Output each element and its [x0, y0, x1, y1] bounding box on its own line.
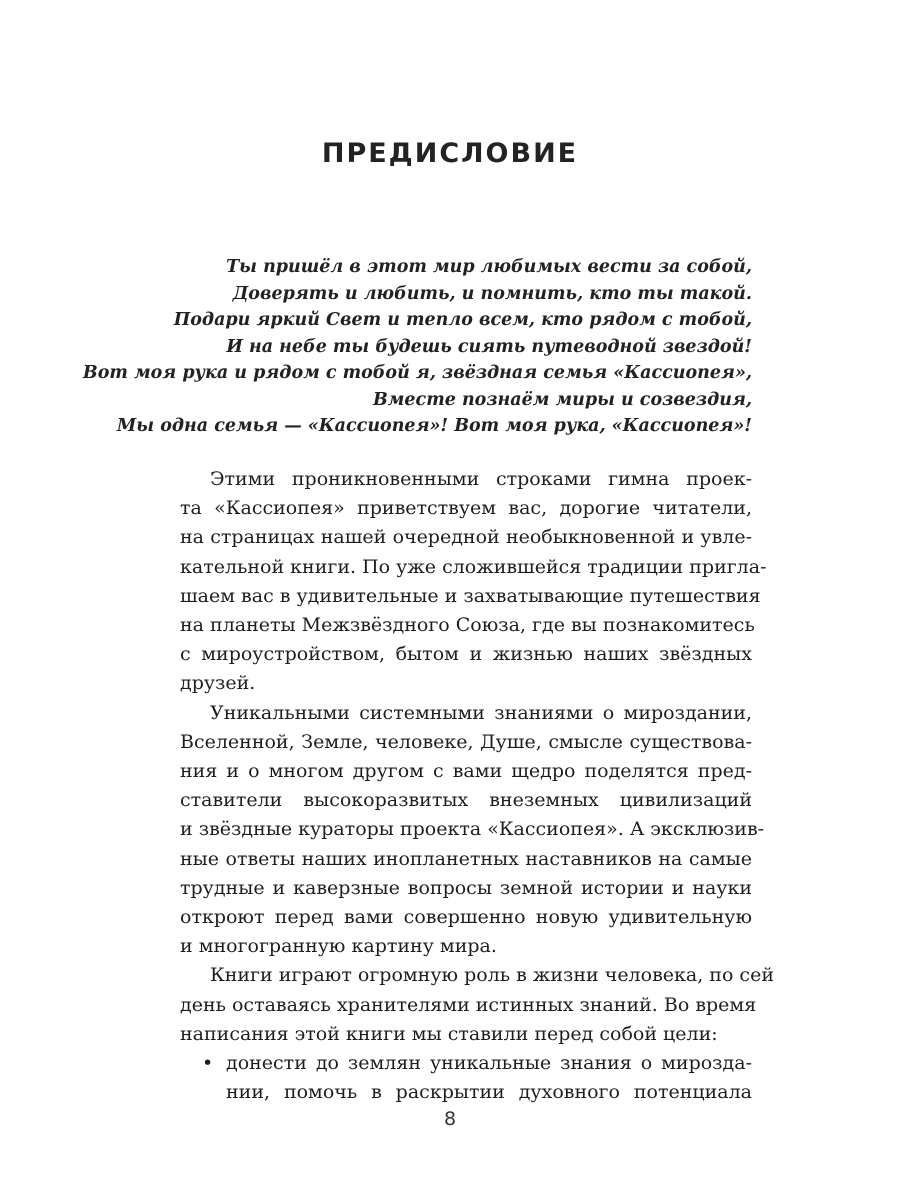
text-line: ставители высокоразвитых внеземных цивилизаций: [180, 789, 752, 812]
text-line: нии, помочь в раскрытии духовного потенциала: [226, 1081, 752, 1104]
text-line: ные ответы наших инопланетных наставников на самые: [180, 847, 752, 870]
text-line: Вселенной, Земле, человеке, Душе, смысле существова-: [180, 730, 752, 753]
text-line: ния и о многом другом с вами щедро поделятся пред-: [180, 760, 752, 783]
text-line: день оставаясь хранителями истинных знаний. Во время: [180, 993, 757, 1016]
bullet-icon: •: [202, 1052, 214, 1075]
text-line: Книги играют огромную роль в жизни человека, по сей: [210, 964, 774, 987]
text-line: Уникальными системными знаниями о мироздании,: [210, 701, 752, 724]
paragraph-3: [180, 961, 774, 1049]
text-line: та «Кассиопея» приветствуем вас, дорогие читатели,: [180, 497, 752, 520]
text-line: Этими проникновенными строками гимна проек-: [210, 468, 752, 490]
text-line: с мироустройством, бытом и жизнью наших звёздных: [180, 643, 752, 666]
text-line: донести до землян уникальные знания о мирозда-: [226, 1052, 752, 1075]
text-line: откроют перед вами совершенно новую удивительную: [180, 906, 752, 929]
poem-line: Вот моя рука и рядом с тобой я, звёздная семья «Кассиопея»,: [82, 363, 752, 383]
poem-line: Вместе познаём миры и созвездия,: [372, 389, 752, 410]
poem-line: Ты пришёл в этот мир любимых вести за собой,: [226, 257, 752, 277]
page-number: 8: [443, 1108, 457, 1130]
poem-line: И на небе ты будешь сиять путеводной звездой!: [226, 336, 752, 357]
poem-line: Подари яркий Свет и тепло всем, кто рядом с тобой,: [173, 310, 752, 330]
bullet-item: [180, 1049, 752, 1107]
text-line: на планеты Межзвёздного Союза, где вы познакомитесь: [180, 614, 755, 637]
epigraph-poem: [83, 254, 752, 440]
paragraph-2: [180, 699, 765, 962]
text-line: кательной книги. По уже сложившейся традиции пригла-: [180, 555, 767, 578]
text-line: и звёздные кураторы проекта «Кассиопея». А эксклюзив-: [180, 818, 765, 841]
text-line: трудные и каверзные вопросы земной истории и науки: [180, 876, 752, 899]
text-line: шаем вас в удивительные и захватывающие путешествия: [180, 584, 761, 607]
body-text: [180, 465, 774, 1107]
poem-line: Доверять и любить, и помнить, кто ты такой.: [232, 283, 752, 304]
chapter-title: ПРЕДИСЛОВИЕ: [321, 138, 579, 169]
text-line: написания этой книги мы ставили перед собой цели:: [180, 1022, 718, 1045]
text-line: друзей.: [180, 672, 256, 695]
text-line: на страницах нашей очередной необыкновенной и увле-: [180, 526, 752, 549]
text-line: и многогранную картину мира.: [180, 935, 497, 958]
poem-line: Мы одна семья — «Кассиопея»! Вот моя рука, «Кассиопея»!: [116, 416, 752, 436]
paragraph-1: [180, 465, 767, 699]
